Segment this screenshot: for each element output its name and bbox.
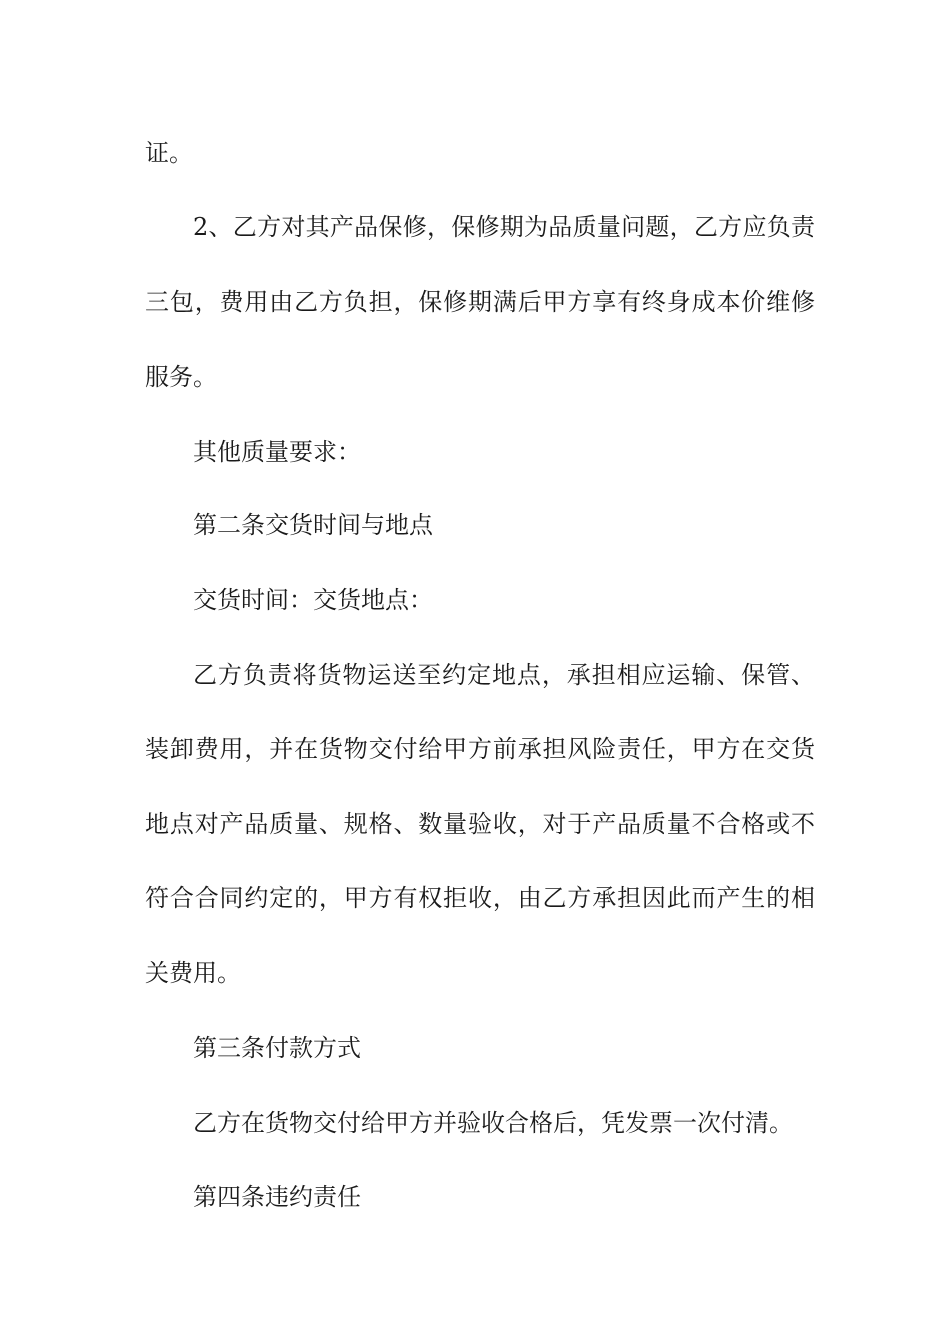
text-line-10: 地点对产品质量、规格、数量验收，对于产品质量不合格或不 [145, 810, 815, 838]
text-line-2: 2、乙方对其产品保修，保修期为品质量问题，乙方应负责 [193, 213, 815, 241]
text-line-9: 装卸费用，并在货物交付给甲方前承担风险责任，甲方在交货 [145, 735, 815, 763]
section-heading-payment: 第三条付款方式 [193, 1034, 361, 1062]
text-line-3: 三包，费用由乙方负担，保修期满后甲方享有终身成本价维修 [145, 288, 815, 316]
section-heading-delivery: 第二条交货时间与地点 [193, 511, 433, 539]
text-line-12: 关费用。 [145, 959, 241, 987]
text-line-7: 交货时间：交货地点： [193, 586, 433, 614]
section-heading-liability: 第四条违约责任 [193, 1183, 361, 1211]
text-line-8: 乙方负责将货物运送至约定地点，承担相应运输、保管、 [193, 661, 815, 689]
text-line-5: 其他质量要求： [193, 438, 361, 466]
text-line-11: 符合合同约定的，甲方有权拒收，由乙方承担因此而产生的相 [145, 884, 815, 912]
text-line-1: 证。 [145, 139, 193, 167]
text-line-4: 服务。 [145, 363, 217, 391]
text-line-14: 乙方在货物交付给甲方并验收合格后，凭发票一次付清。 [193, 1109, 793, 1137]
